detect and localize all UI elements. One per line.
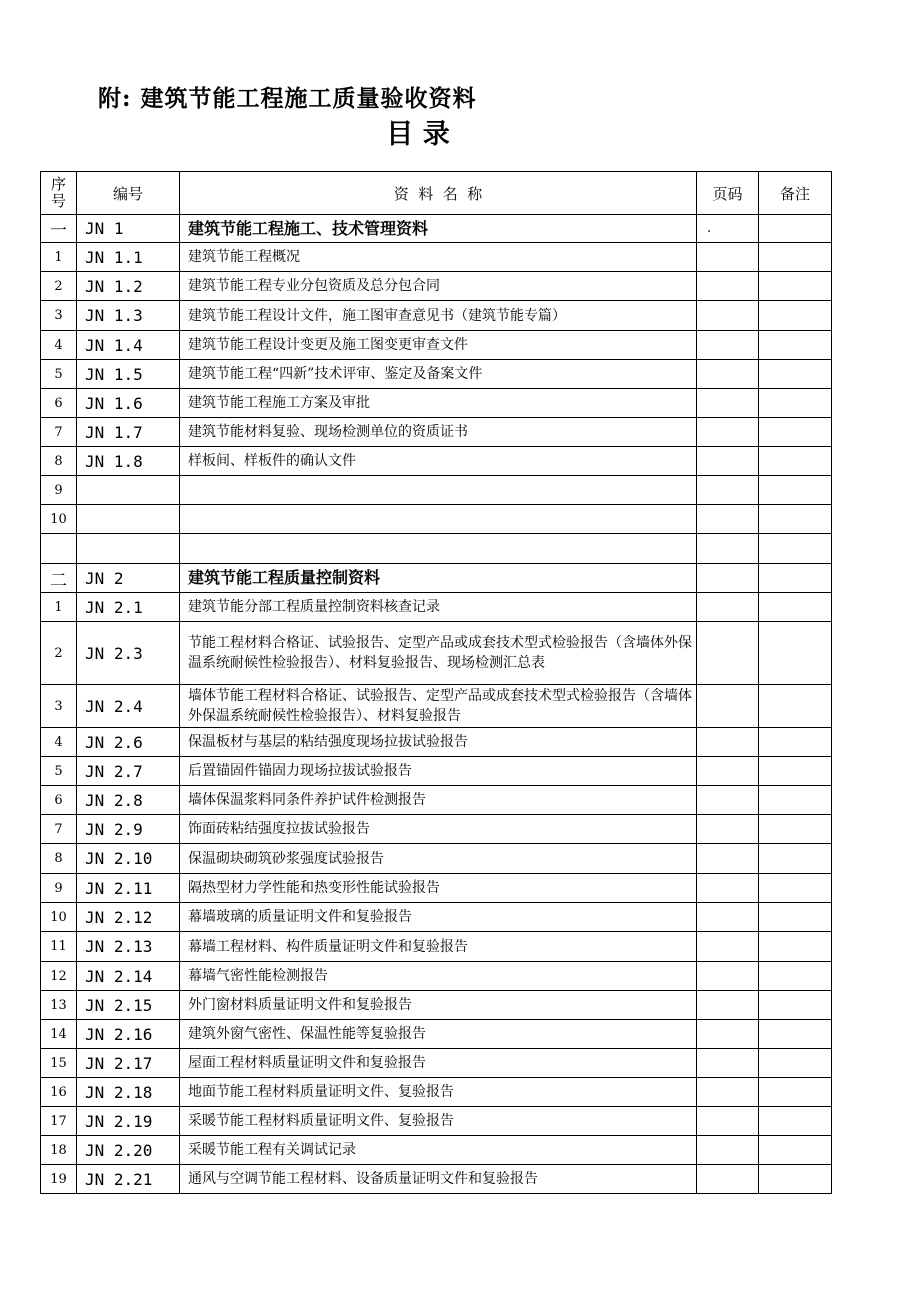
row-name: 幕墙玻璃的质量证明文件和复验报告 bbox=[180, 903, 697, 932]
row-name: 保温板材与基层的粘结强度现场拉拔试验报告 bbox=[180, 728, 697, 757]
row-note bbox=[759, 685, 832, 728]
row-code: JN 2.4 bbox=[77, 685, 180, 728]
row-page bbox=[697, 932, 759, 962]
row-name: 墙体保温浆料同条件养护试件检测报告 bbox=[180, 786, 697, 815]
row-page bbox=[697, 728, 759, 757]
row-note bbox=[759, 757, 832, 786]
row-page bbox=[697, 360, 759, 389]
row-code: JN 2.11 bbox=[77, 874, 180, 903]
row-name: 节能工程材料合格证、试验报告、定型产品或成套技术型式检验报告（含墙体外保温系统耐候性检验报告）、材料复验报告、现场检测汇总表 bbox=[180, 622, 697, 685]
row-name: 地面节能工程材料质量证明文件、复验报告 bbox=[180, 1078, 697, 1107]
row-seq: 18 bbox=[41, 1136, 77, 1165]
row-page bbox=[697, 476, 759, 505]
row-seq: 14 bbox=[41, 1020, 77, 1049]
row-note bbox=[759, 564, 832, 593]
row-name: 建筑节能工程设计文件，施工图审查意见书（建筑节能专篇） bbox=[180, 301, 697, 331]
row-name: 建筑节能工程“四新”技术评审、鉴定及备案文件 bbox=[180, 360, 697, 389]
row-seq: 12 bbox=[41, 962, 77, 991]
row-seq: 一 bbox=[41, 215, 77, 243]
row-note bbox=[759, 476, 832, 505]
row-page bbox=[697, 505, 759, 534]
row-seq: 2 bbox=[41, 272, 77, 301]
row-name: 建筑节能工程设计变更及施工图变更审查文件 bbox=[180, 331, 697, 360]
row-seq: 9 bbox=[41, 874, 77, 903]
row-page bbox=[697, 331, 759, 360]
row-seq: 19 bbox=[41, 1165, 77, 1194]
toc-body bbox=[41, 215, 832, 1194]
row-note bbox=[759, 786, 832, 815]
row-page bbox=[697, 447, 759, 476]
row-name: 采暖节能工程有关调试记录 bbox=[180, 1136, 697, 1165]
row-name: 幕墙工程材料、构件质量证明文件和复验报告 bbox=[180, 932, 697, 962]
row-code: JN 1.2 bbox=[77, 272, 180, 301]
column-header-name: 资 料 名 称 bbox=[180, 172, 697, 215]
table-row bbox=[41, 991, 832, 1020]
row-page bbox=[697, 757, 759, 786]
row-code: JN 1.1 bbox=[77, 243, 180, 272]
row-note bbox=[759, 991, 832, 1020]
row-page bbox=[697, 1049, 759, 1078]
row-page bbox=[697, 1078, 759, 1107]
row-note bbox=[759, 505, 832, 534]
row-page bbox=[697, 1165, 759, 1194]
row-note bbox=[759, 1049, 832, 1078]
row-seq: 2 bbox=[41, 622, 77, 685]
section-row bbox=[41, 564, 832, 593]
row-note bbox=[759, 243, 832, 272]
row-code: JN 1.8 bbox=[77, 447, 180, 476]
table-row bbox=[41, 1165, 832, 1194]
table-row bbox=[41, 932, 832, 962]
row-note bbox=[759, 1107, 832, 1136]
row-page bbox=[697, 243, 759, 272]
column-header-code: 编号 bbox=[77, 172, 180, 215]
row-name: 建筑节能工程施工方案及审批 bbox=[180, 389, 697, 418]
row-note bbox=[759, 815, 832, 844]
row-page bbox=[697, 534, 759, 564]
table-row bbox=[41, 874, 832, 903]
row-page bbox=[697, 874, 759, 903]
table-row bbox=[41, 534, 832, 564]
table-header-row bbox=[41, 172, 832, 215]
table-row bbox=[41, 1049, 832, 1078]
row-note bbox=[759, 418, 832, 447]
row-note bbox=[759, 301, 832, 331]
column-header-note: 备注 bbox=[759, 172, 832, 215]
row-seq bbox=[41, 534, 77, 564]
row-note bbox=[759, 1078, 832, 1107]
row-page bbox=[697, 786, 759, 815]
row-seq: 1 bbox=[41, 243, 77, 272]
row-name bbox=[180, 476, 697, 505]
row-note bbox=[759, 272, 832, 301]
row-name: 外门窗材料质量证明文件和复验报告 bbox=[180, 991, 697, 1020]
row-code: JN 1.5 bbox=[77, 360, 180, 389]
row-code: JN 2.18 bbox=[77, 1078, 180, 1107]
row-page bbox=[697, 685, 759, 728]
table-row bbox=[41, 1107, 832, 1136]
row-code: JN 2.19 bbox=[77, 1107, 180, 1136]
row-page bbox=[697, 389, 759, 418]
row-note bbox=[759, 728, 832, 757]
row-note bbox=[759, 622, 832, 685]
row-name: 建筑节能材料复验、现场检测单位的资质证书 bbox=[180, 418, 697, 447]
row-note bbox=[759, 932, 832, 962]
row-name: 建筑节能工程概况 bbox=[180, 243, 697, 272]
row-name: 样板间、样板件的确认文件 bbox=[180, 447, 697, 476]
table-row bbox=[41, 505, 832, 534]
row-name: 隔热型材力学性能和热变形性能试验报告 bbox=[180, 874, 697, 903]
row-seq: 4 bbox=[41, 728, 77, 757]
row-page bbox=[697, 301, 759, 331]
row-seq: 6 bbox=[41, 389, 77, 418]
row-seq: 二 bbox=[41, 564, 77, 593]
row-seq: 10 bbox=[41, 505, 77, 534]
row-seq: 7 bbox=[41, 815, 77, 844]
row-page bbox=[697, 991, 759, 1020]
row-seq: 15 bbox=[41, 1049, 77, 1078]
row-note bbox=[759, 215, 832, 243]
table-row bbox=[41, 815, 832, 844]
table-row bbox=[41, 447, 832, 476]
table-row bbox=[41, 301, 832, 331]
row-code: JN 1 bbox=[77, 215, 180, 243]
row-seq: 11 bbox=[41, 932, 77, 962]
row-note bbox=[759, 360, 832, 389]
row-code: JN 2.12 bbox=[77, 903, 180, 932]
table-row bbox=[41, 593, 832, 622]
row-code: JN 2.8 bbox=[77, 786, 180, 815]
row-code: JN 2.10 bbox=[77, 844, 180, 874]
row-code: JN 2.3 bbox=[77, 622, 180, 685]
row-code: JN 2.15 bbox=[77, 991, 180, 1020]
row-name: 通风与空调节能工程材料、设备质量证明文件和复验报告 bbox=[180, 1165, 697, 1194]
row-name: 建筑节能工程施工、技术管理资料 bbox=[180, 215, 697, 243]
row-name: 饰面砖粘结强度拉拔试验报告 bbox=[180, 815, 697, 844]
row-code: JN 2.20 bbox=[77, 1136, 180, 1165]
row-code: JN 2.17 bbox=[77, 1049, 180, 1078]
column-header-page: 页码 bbox=[697, 172, 759, 215]
row-name: 屋面工程材料质量证明文件和复验报告 bbox=[180, 1049, 697, 1078]
row-note bbox=[759, 1165, 832, 1194]
row-name: 建筑节能工程专业分包资质及总分包合同 bbox=[180, 272, 697, 301]
row-code: JN 1.7 bbox=[77, 418, 180, 447]
row-code: JN 2.16 bbox=[77, 1020, 180, 1049]
row-seq: 1 bbox=[41, 593, 77, 622]
row-page bbox=[697, 815, 759, 844]
row-page bbox=[697, 844, 759, 874]
row-code: JN 1.4 bbox=[77, 331, 180, 360]
row-code: JN 2.14 bbox=[77, 962, 180, 991]
row-code: JN 2.9 bbox=[77, 815, 180, 844]
table-row bbox=[41, 360, 832, 389]
column-header-seq: 序 号 bbox=[41, 172, 77, 215]
row-note bbox=[759, 962, 832, 991]
row-note bbox=[759, 331, 832, 360]
table-row bbox=[41, 331, 832, 360]
row-seq: 3 bbox=[41, 301, 77, 331]
row-name bbox=[180, 534, 697, 564]
toc-title: 目 录 bbox=[386, 119, 450, 150]
row-name: 采暖节能工程材料质量证明文件、复验报告 bbox=[180, 1107, 697, 1136]
row-name: 保温砌块砌筑砂浆强度试验报告 bbox=[180, 844, 697, 874]
table-row bbox=[41, 243, 832, 272]
row-note bbox=[759, 1136, 832, 1165]
table-row bbox=[41, 389, 832, 418]
row-seq: 8 bbox=[41, 447, 77, 476]
row-page bbox=[697, 1107, 759, 1136]
table-row bbox=[41, 1078, 832, 1107]
row-code: JN 1.6 bbox=[77, 389, 180, 418]
row-code: JN 2.6 bbox=[77, 728, 180, 757]
row-code: JN 2.13 bbox=[77, 932, 180, 962]
row-note bbox=[759, 1020, 832, 1049]
table-row bbox=[41, 962, 832, 991]
row-seq: 3 bbox=[41, 685, 77, 728]
row-page bbox=[697, 1020, 759, 1049]
table-row bbox=[41, 476, 832, 505]
row-seq: 13 bbox=[41, 991, 77, 1020]
table-row bbox=[41, 903, 832, 932]
row-name bbox=[180, 505, 697, 534]
row-page bbox=[697, 622, 759, 685]
row-seq: 8 bbox=[41, 844, 77, 874]
row-note bbox=[759, 844, 832, 874]
row-note bbox=[759, 389, 832, 418]
table-row bbox=[41, 622, 832, 685]
row-code: JN 2.1 bbox=[77, 593, 180, 622]
row-seq: 4 bbox=[41, 331, 77, 360]
row-seq: 7 bbox=[41, 418, 77, 447]
row-note bbox=[759, 534, 832, 564]
row-seq: 16 bbox=[41, 1078, 77, 1107]
row-code: JN 2 bbox=[77, 564, 180, 593]
row-name: 建筑外窗气密性、保温性能等复验报告 bbox=[180, 1020, 697, 1049]
row-page: . bbox=[697, 215, 759, 243]
appendix-title: 附: 建筑节能工程施工质量验收资料 bbox=[98, 85, 477, 112]
row-seq: 5 bbox=[41, 360, 77, 389]
table-row bbox=[41, 685, 832, 728]
row-name: 建筑节能分部工程质量控制资料核查记录 bbox=[180, 593, 697, 622]
row-code bbox=[77, 534, 180, 564]
row-name: 幕墙气密性能检测报告 bbox=[180, 962, 697, 991]
row-seq: 6 bbox=[41, 786, 77, 815]
row-seq: 5 bbox=[41, 757, 77, 786]
table-row bbox=[41, 728, 832, 757]
row-seq: 10 bbox=[41, 903, 77, 932]
row-note bbox=[759, 593, 832, 622]
row-note bbox=[759, 447, 832, 476]
row-name: 后置锚固件锚固力现场拉拔试验报告 bbox=[180, 757, 697, 786]
table-row bbox=[41, 1020, 832, 1049]
row-code: JN 1.3 bbox=[77, 301, 180, 331]
row-note bbox=[759, 903, 832, 932]
row-note bbox=[759, 874, 832, 903]
row-page bbox=[697, 1136, 759, 1165]
row-code: JN 2.21 bbox=[77, 1165, 180, 1194]
table-row bbox=[41, 418, 832, 447]
table-row bbox=[41, 786, 832, 815]
row-page bbox=[697, 272, 759, 301]
row-code bbox=[77, 476, 180, 505]
row-page bbox=[697, 564, 759, 593]
row-page bbox=[697, 418, 759, 447]
section-row bbox=[41, 215, 832, 243]
toc-table bbox=[40, 171, 832, 1194]
row-page bbox=[697, 962, 759, 991]
row-code bbox=[77, 505, 180, 534]
row-name: 建筑节能工程质量控制资料 bbox=[180, 564, 697, 593]
table-row bbox=[41, 1136, 832, 1165]
row-page bbox=[697, 903, 759, 932]
row-page bbox=[697, 593, 759, 622]
table-row bbox=[41, 757, 832, 786]
table-row bbox=[41, 844, 832, 874]
row-seq: 9 bbox=[41, 476, 77, 505]
table-row bbox=[41, 272, 832, 301]
row-code: JN 2.7 bbox=[77, 757, 180, 786]
row-name: 墙体节能工程材料合格证、试验报告、定型产品或成套技术型式检验报告（含墙体外保温系统耐候性检验报告）、材料复验报告 bbox=[180, 685, 697, 728]
row-seq: 17 bbox=[41, 1107, 77, 1136]
